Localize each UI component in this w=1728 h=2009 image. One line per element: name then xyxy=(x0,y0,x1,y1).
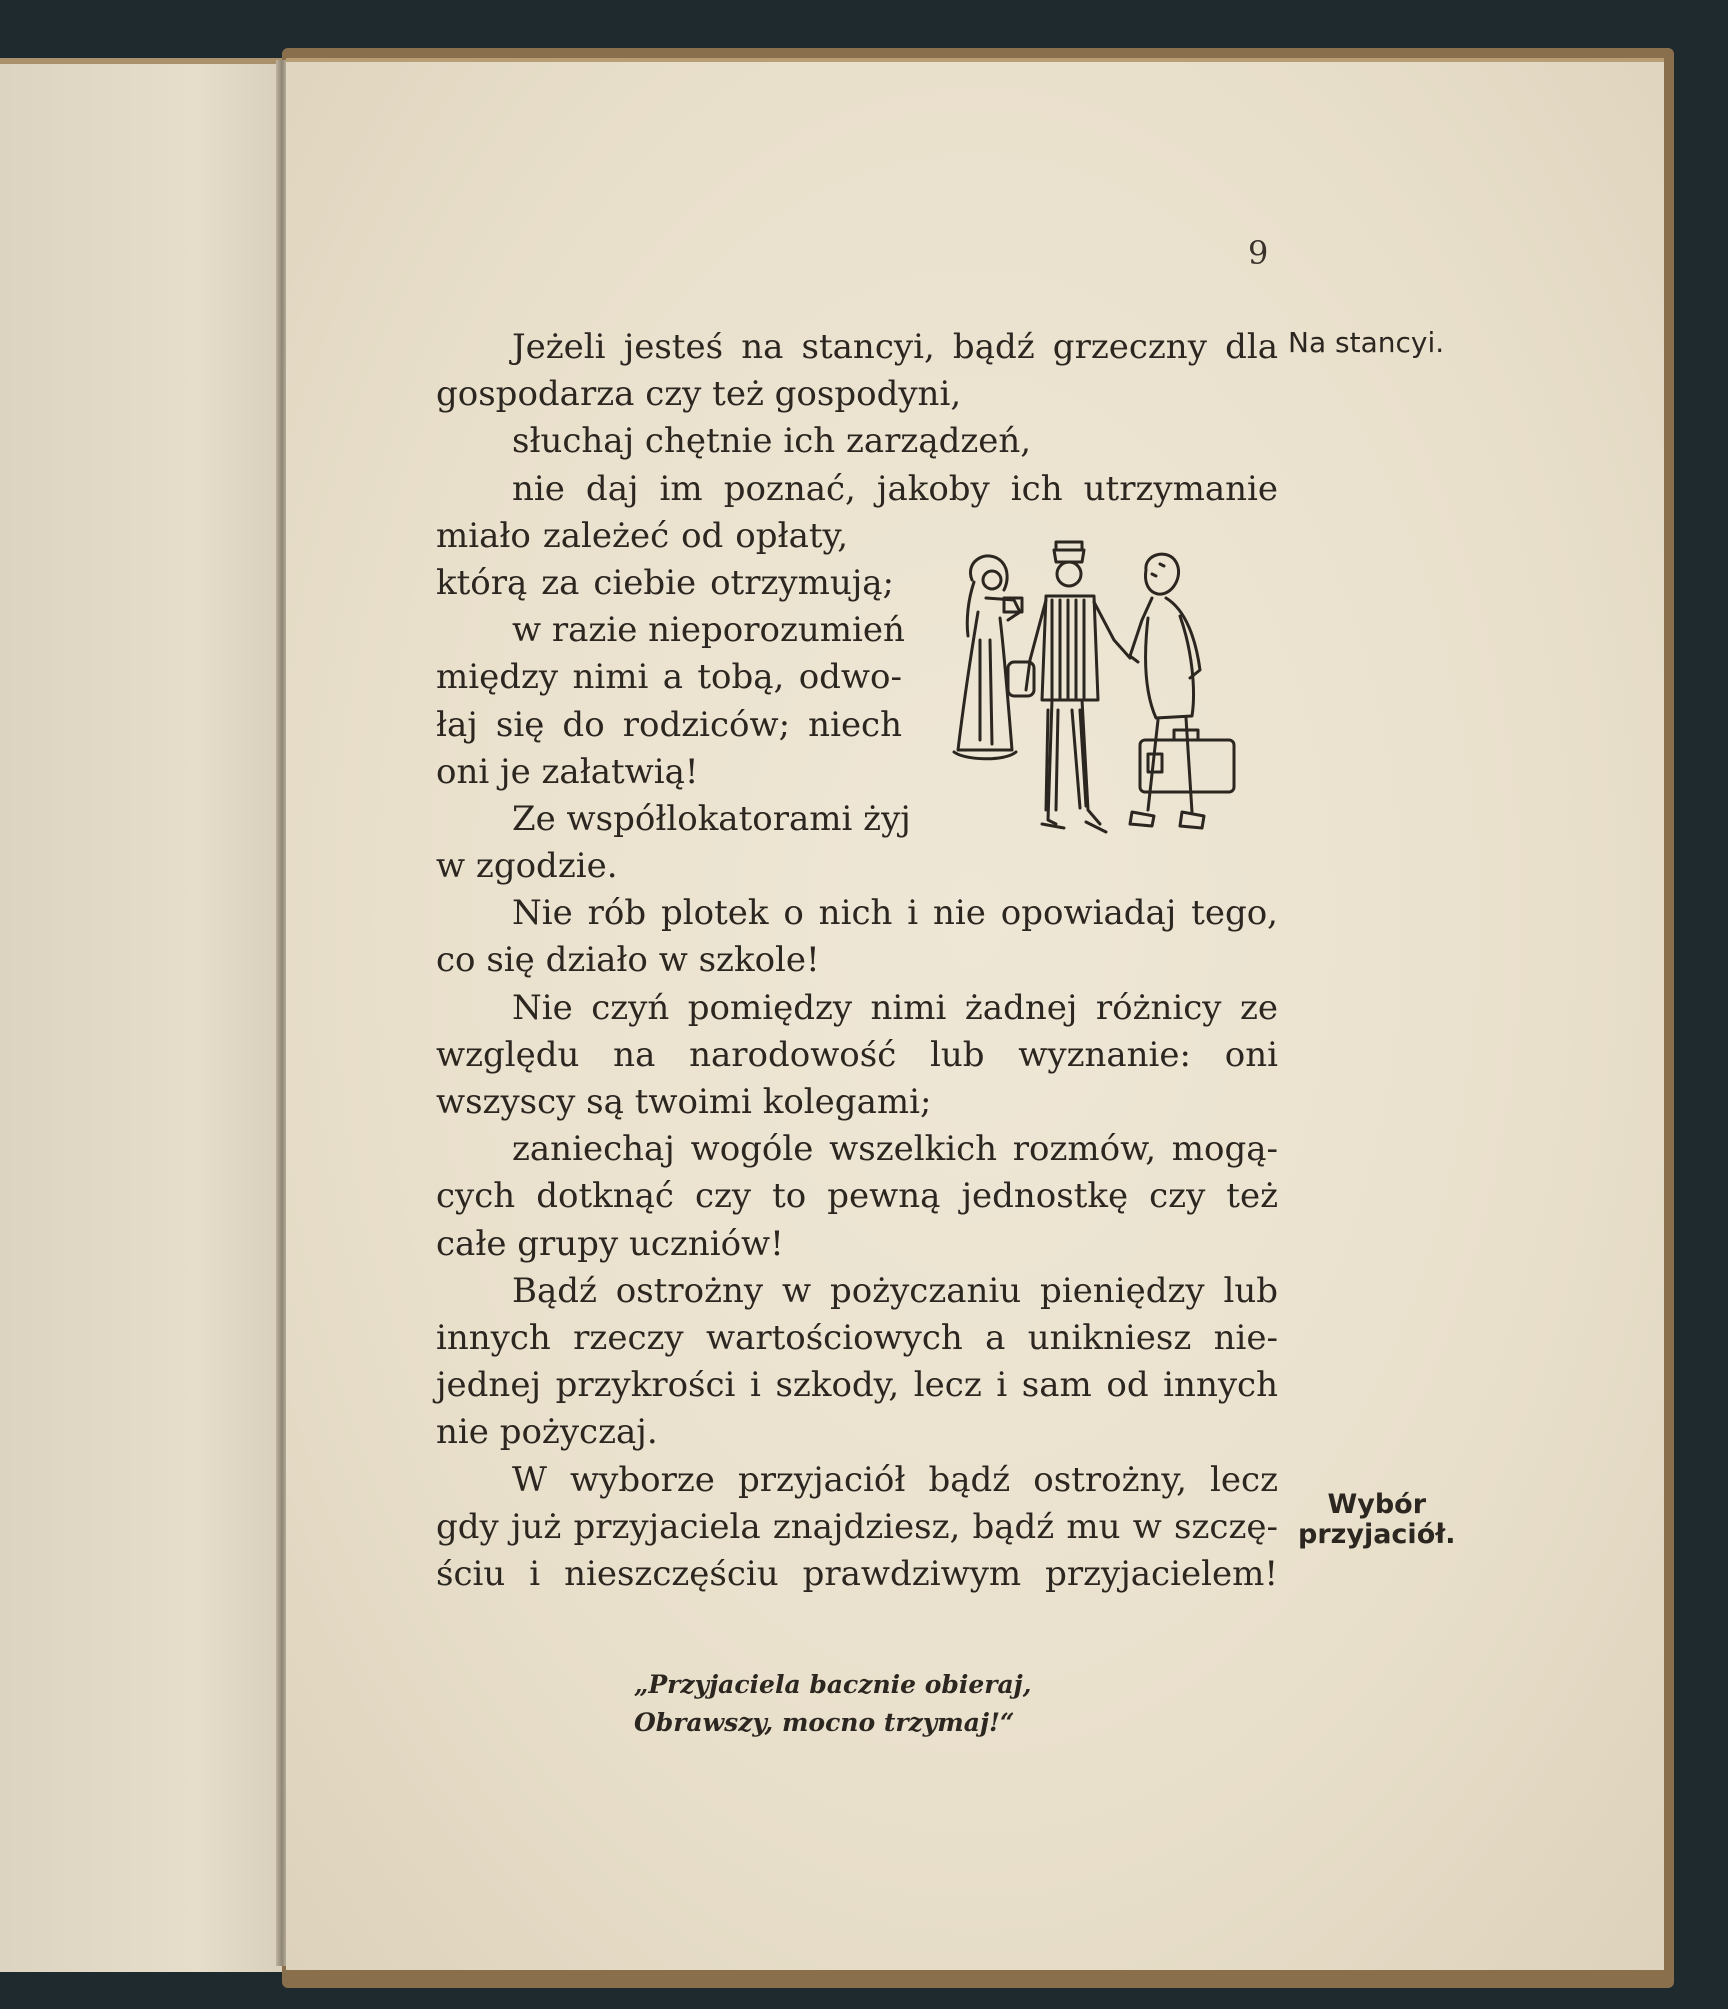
text-line: miało zależeć od opłaty, xyxy=(436,515,848,556)
margin-note-line: przyjaciół. xyxy=(1298,1519,1456,1550)
margin-note-na-stancyi: Na stancyi. xyxy=(1288,326,1445,359)
text-line: gdy już przyjaciela znajdziesz, bądź mu w szczę- xyxy=(436,1506,1278,1547)
text-line: nie pożyczaj. xyxy=(436,1412,658,1453)
text-line: względu na narodowość lub wyznanie: oni xyxy=(436,1034,1278,1075)
text-line: oni je załatwią! xyxy=(436,751,699,792)
text-line: ściu i nieszczęściu prawdziwym przyjacielem! xyxy=(436,1553,1278,1594)
text-line: którą za ciebie otrzymują; xyxy=(436,562,894,603)
text-line: w zgodzie. xyxy=(436,846,618,887)
page-number: 9 xyxy=(1248,234,1269,272)
text-line: między nimi a tobą, odwo- xyxy=(436,657,902,698)
text-line: łaj się do rodziców; niech xyxy=(436,704,902,745)
closing-quote xyxy=(634,1666,1031,1742)
left-page xyxy=(0,58,282,1972)
text-line: W wyborze przyjaciół bądź ostrożny, lecz xyxy=(512,1459,1278,1500)
text-line: co się działo w szkole! xyxy=(436,940,820,981)
right-page xyxy=(286,58,1664,1970)
text-line: wszyscy są twoimi kolegami; xyxy=(436,1082,932,1122)
text-line: Jeżeli jesteś na stancyi, bądź grzeczny dla xyxy=(512,327,1278,367)
text-line: innych rzeczy wartościowych a unikniesz nie- xyxy=(436,1317,1278,1358)
text-line: Ze współlokatorami żyj xyxy=(512,798,911,839)
text-line: Nie rób plotek o nich i nie opowiadaj tego, xyxy=(512,893,1278,934)
text-line: nie daj im poznać, jakoby ich utrzymanie xyxy=(512,468,1278,509)
text-line: w razie nieporozumień xyxy=(512,610,905,651)
text-line: całe grupy uczniów! xyxy=(436,1223,784,1264)
woman-figure xyxy=(954,556,1022,759)
quote-line: Obrawszy, mocno trzymaj!“ xyxy=(634,1708,1015,1737)
text-line: zaniechaj wogóle wszelkich rozmów, mogą- xyxy=(512,1129,1278,1170)
text-line: Nie czyń pomiędzy nimi żadnej różnicy ze xyxy=(512,987,1278,1028)
boy-figure xyxy=(1130,554,1234,828)
text-line: cych dotknąć czy to pewną jednostkę czy też xyxy=(436,1176,1278,1217)
text-line: Bądź ostrożny w pożyczaniu pieniędzy lub xyxy=(512,1270,1278,1311)
text-line: słuchaj chętnie ich zarządzeń, xyxy=(512,421,1032,462)
quote-line: „Przyjaciela bacznie obieraj, xyxy=(634,1670,1032,1699)
body-text xyxy=(436,324,1576,1598)
margin-note-line: Wybór xyxy=(1327,1489,1427,1520)
illustration-porter-scene xyxy=(934,540,1240,900)
text-line: jednej przykrości i szkody, lecz i sam od innych xyxy=(436,1365,1278,1406)
porter-figure xyxy=(1008,542,1130,832)
text-line: gospodarza czy też gospodyni, xyxy=(436,374,962,415)
